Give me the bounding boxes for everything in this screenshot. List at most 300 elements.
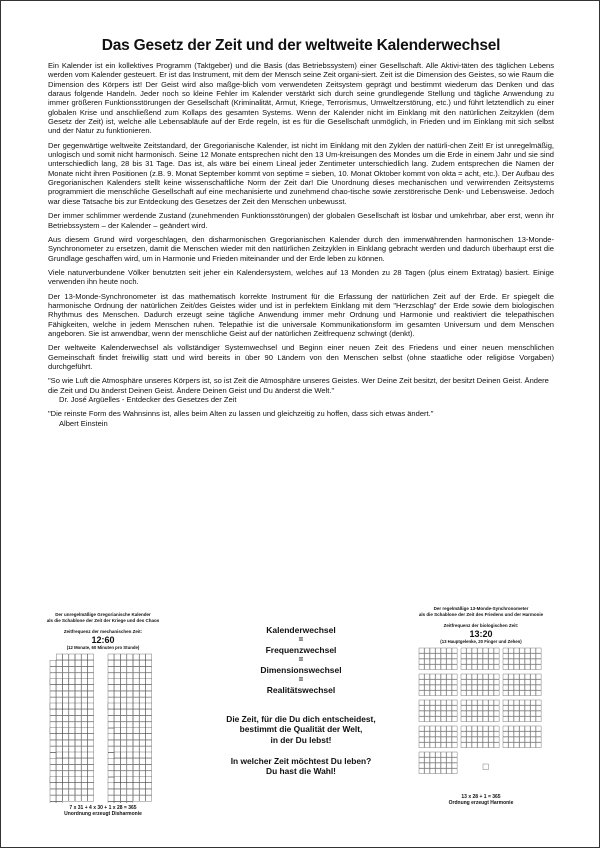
- page-title: Das Gesetz der Zeit und der weltweite Kalenderwechsel: [101, 37, 501, 54]
- day-cell: [447, 737, 452, 742]
- day-cell: [425, 659, 430, 664]
- day-cell: [536, 717, 541, 722]
- day-cell: [514, 732, 519, 737]
- day-cell: [50, 685, 56, 691]
- day-cell: [133, 758, 139, 764]
- moon-block: [461, 674, 499, 696]
- day-cell: [472, 659, 477, 664]
- day-cell: [425, 758, 430, 763]
- moon-block: [419, 726, 457, 748]
- day-cell: [127, 673, 133, 679]
- day-cell: [472, 732, 477, 737]
- day-cell: [436, 769, 441, 774]
- day-cell: [467, 743, 472, 748]
- day-cell: [108, 654, 114, 660]
- day-cell: [50, 746, 56, 752]
- day-cell: [75, 783, 81, 789]
- day-cell: [69, 777, 75, 783]
- day-cell: [75, 667, 81, 673]
- article-body: [48, 61, 554, 433]
- day-cell: [509, 706, 514, 711]
- day-cell: [472, 674, 477, 679]
- day-cell: [75, 777, 81, 783]
- day-cell: [430, 674, 435, 679]
- day-cell: [146, 654, 152, 660]
- day-cell: [56, 667, 62, 673]
- day-cell: [536, 726, 541, 731]
- day-cell: [525, 659, 530, 664]
- paragraph: Viele naturverbundene Völker benutzten seit jeher ein Kalendersystem, welches auf 13 Monden zu 28 Tagen (plus einem Extratag) basiert. Einige verwenden ihn heute noch.: [48, 267, 554, 287]
- day-cell: [50, 667, 56, 673]
- day-cell: [56, 660, 62, 666]
- day-cell: [536, 659, 541, 664]
- day-cell: [50, 679, 56, 685]
- day-cell: [447, 680, 452, 685]
- day-cell: [419, 717, 424, 722]
- day-cell: [503, 706, 508, 711]
- day-cell: [108, 758, 114, 764]
- day-cell: [525, 743, 530, 748]
- day-cell: [82, 660, 88, 666]
- day-cell: [531, 726, 536, 731]
- day-cell: [133, 777, 139, 783]
- day-cell: [69, 703, 75, 709]
- day-cell: [108, 771, 114, 777]
- day-cell: [133, 697, 139, 703]
- day-cell: [483, 700, 488, 705]
- day-cell: [447, 674, 452, 679]
- day-cell: [108, 716, 114, 722]
- day-cell: [114, 789, 120, 795]
- calendar-subtitle: als die Schablone der Zeit des Friedens und der Harmonie: [418, 611, 544, 617]
- day-cell: [503, 685, 508, 690]
- day-cell: [447, 648, 452, 653]
- day-cell: [489, 717, 494, 722]
- day-cell: [503, 654, 508, 659]
- day-cell: [494, 685, 499, 690]
- day-cell: [509, 691, 514, 696]
- day-cell: [430, 726, 435, 731]
- day-cell: [133, 752, 139, 758]
- day-cell: [133, 716, 139, 722]
- day-cell: [430, 717, 435, 722]
- day-cell: [146, 746, 152, 752]
- day-cell: [467, 717, 472, 722]
- day-cell: [494, 711, 499, 716]
- day-cell: [452, 700, 457, 705]
- day-cell: [140, 734, 146, 740]
- day-cell: [452, 717, 457, 722]
- day-cell: [483, 706, 488, 711]
- day-cell: [467, 685, 472, 690]
- moon-block: [503, 726, 541, 748]
- day-cell: [82, 765, 88, 771]
- day-cell: [472, 680, 477, 685]
- moon-block: [419, 752, 457, 774]
- day-cell: [483, 711, 488, 716]
- day-cell: [514, 743, 519, 748]
- day-cell: [69, 691, 75, 697]
- day-cell: [467, 732, 472, 737]
- day-cell: [108, 709, 114, 715]
- day-cell: [82, 746, 88, 752]
- day-cell: [75, 660, 81, 666]
- day-cell: [447, 717, 452, 722]
- day-cell: [140, 722, 146, 728]
- moon-block: [503, 700, 541, 722]
- day-cell: [121, 758, 127, 764]
- day-cell: [483, 654, 488, 659]
- day-cell: [536, 737, 541, 742]
- day-cell: [531, 654, 536, 659]
- day-cell: [419, 726, 424, 731]
- day-cell: [88, 789, 94, 795]
- day-cell: [146, 679, 152, 685]
- day-cell: [461, 700, 466, 705]
- day-cell: [140, 789, 146, 795]
- day-cell: [121, 795, 127, 801]
- frequency-label: Zeitfrequenz der mechanischen Zeit:: [63, 629, 143, 635]
- day-cell: [520, 717, 525, 722]
- day-cell: [69, 728, 75, 734]
- day-cell: [447, 758, 452, 763]
- day-cell: [50, 673, 56, 679]
- day-cell: [436, 665, 441, 670]
- day-cell: [133, 685, 139, 691]
- day-cell: [489, 706, 494, 711]
- day-cell: [108, 667, 114, 673]
- day-cell: [503, 665, 508, 670]
- day-cell: [140, 795, 146, 801]
- day-cell: [447, 685, 452, 690]
- day-cell: [447, 769, 452, 774]
- frequency-label: Zeitfrequenz der biologischen Zeit:: [443, 623, 519, 629]
- day-cell: [127, 697, 133, 703]
- day-cell: [114, 691, 120, 697]
- day-cell: [467, 706, 472, 711]
- day-cell: [472, 717, 477, 722]
- day-cell: [56, 752, 62, 758]
- day-cell: [436, 648, 441, 653]
- day-cell: [63, 758, 69, 764]
- calendar-formula: 13 x 28 + 1 = 365: [461, 794, 501, 800]
- day-cell: [82, 691, 88, 697]
- day-cell: [447, 743, 452, 748]
- thirteen-moon-grid: [417, 647, 545, 792]
- day-cell: [75, 716, 81, 722]
- day-cell: [88, 752, 94, 758]
- day-cell: [82, 679, 88, 685]
- day-cell: [425, 706, 430, 711]
- day-cell: [441, 680, 446, 685]
- day-cell: [133, 679, 139, 685]
- day-cell: [520, 654, 525, 659]
- day-cell: [503, 743, 508, 748]
- day-cell: [452, 648, 457, 653]
- quote-author: Dr. José Argüelles - Entdecker des Gesetzes der Zeit: [59, 395, 237, 404]
- day-cell: [436, 763, 441, 768]
- day-cell: [430, 648, 435, 653]
- day-cell: [436, 685, 441, 690]
- day-cell: [536, 732, 541, 737]
- day-cell: [509, 674, 514, 679]
- day-cell: [478, 700, 483, 705]
- day-cell: [430, 680, 435, 685]
- day-cell: [525, 685, 530, 690]
- day-cell: [425, 691, 430, 696]
- day-cell: [63, 722, 69, 728]
- calendar-subtitle: als die Schablone der Zeit der Kriege und des Chaos: [46, 617, 160, 623]
- day-cell: [114, 716, 120, 722]
- day-cell: [127, 685, 133, 691]
- day-cell: [447, 752, 452, 757]
- day-cell: [483, 691, 488, 696]
- day-cell: [436, 732, 441, 737]
- day-cell: [121, 654, 127, 660]
- day-cell: [503, 726, 508, 731]
- day-cell: [467, 711, 472, 716]
- day-cell: [69, 740, 75, 746]
- day-cell: [127, 679, 133, 685]
- question-line: In welcher Zeit möchtest Du leben?: [230, 755, 372, 766]
- day-cell: [108, 783, 114, 789]
- day-cell: [82, 752, 88, 758]
- day-cell: [472, 648, 477, 653]
- day-cell: [127, 716, 133, 722]
- day-cell: [50, 709, 56, 715]
- day-cell: [447, 700, 452, 705]
- day-cell: [121, 771, 127, 777]
- day-cell: [441, 659, 446, 664]
- day-cell: [75, 789, 81, 795]
- day-cell: [50, 795, 56, 801]
- day-cell: [56, 654, 62, 660]
- day-cell: [494, 700, 499, 705]
- day-cell: [140, 716, 146, 722]
- moon-block: [503, 674, 541, 696]
- day-cell: [419, 737, 424, 742]
- day-cell: [140, 654, 146, 660]
- day-cell: [114, 734, 120, 740]
- day-cell: [520, 680, 525, 685]
- moon-block: [419, 700, 457, 722]
- day-cell: [514, 659, 519, 664]
- message-line: in der Du lebst!: [270, 734, 332, 745]
- thirteen-moon-calendar-figure: [391, 606, 571, 806]
- day-cell: [69, 746, 75, 752]
- day-cell: [108, 728, 114, 734]
- day-cell: [425, 732, 430, 737]
- day-cell: [461, 691, 466, 696]
- day-cell: [525, 711, 530, 716]
- day-cell: [467, 665, 472, 670]
- day-cell: [121, 783, 127, 789]
- day-cell: [69, 765, 75, 771]
- day-cell: [520, 691, 525, 696]
- day-cell: [461, 680, 466, 685]
- day-cell: [140, 728, 146, 734]
- day-cell: [419, 758, 424, 763]
- day-cell: [121, 728, 127, 734]
- day-cell: [452, 769, 457, 774]
- day-cell: [127, 667, 133, 673]
- day-cell: [114, 660, 120, 666]
- day-cell: [133, 654, 139, 660]
- day-cell: [494, 726, 499, 731]
- day-cell: [430, 691, 435, 696]
- day-cell: [88, 679, 94, 685]
- day-cell: [127, 709, 133, 715]
- day-cell: [425, 752, 430, 757]
- day-cell: [447, 665, 452, 670]
- day-cell: [56, 795, 62, 801]
- day-cell: [509, 743, 514, 748]
- day-cell: [520, 674, 525, 679]
- day-cell: [133, 746, 139, 752]
- day-cell: [478, 691, 483, 696]
- day-cell: [536, 691, 541, 696]
- day-cell: [489, 691, 494, 696]
- day-cell: [419, 763, 424, 768]
- day-cell: [494, 717, 499, 722]
- day-cell: [146, 685, 152, 691]
- day-cell: [452, 752, 457, 757]
- day-cell: [108, 697, 114, 703]
- gregorian-calendar-figure: [23, 612, 183, 817]
- day-cell: [478, 665, 483, 670]
- day-cell: [467, 674, 472, 679]
- day-cell: [63, 716, 69, 722]
- day-cell: [436, 737, 441, 742]
- calendar-caption: Unordnung erzeugt Disharmonie: [64, 811, 142, 818]
- day-cell: [63, 777, 69, 783]
- day-cell: [69, 654, 75, 660]
- day-cell: [146, 673, 152, 679]
- day-cell: [133, 789, 139, 795]
- day-cell: [133, 667, 139, 673]
- day-cell: [146, 734, 152, 740]
- day-cell: [425, 674, 430, 679]
- message-line: bestimmt die Qualität der Welt,: [239, 724, 363, 735]
- day-cell: [483, 648, 488, 653]
- keyword: Kalenderwechsel: [266, 625, 336, 635]
- day-cell: [447, 763, 452, 768]
- day-cell: [531, 700, 536, 705]
- day-cell: [419, 700, 424, 705]
- day-cell: [114, 673, 120, 679]
- day-cell: [82, 728, 88, 734]
- day-cell: [69, 716, 75, 722]
- day-cell: [461, 654, 466, 659]
- day-cell: [531, 674, 536, 679]
- day-cell: [88, 765, 94, 771]
- day-cell: [430, 706, 435, 711]
- day-cell: [140, 777, 146, 783]
- day-cell: [461, 737, 466, 742]
- quote-author: Albert Einstein: [59, 418, 108, 428]
- day-cell: [483, 674, 488, 679]
- day-cell: [430, 752, 435, 757]
- day-cell: [531, 732, 536, 737]
- day-cell: [525, 674, 530, 679]
- day-cell: [133, 709, 139, 715]
- day-cell: [133, 703, 139, 709]
- day-cell: [133, 673, 139, 679]
- day-cell: [467, 737, 472, 742]
- moon-block: [461, 726, 499, 748]
- day-cell: [436, 726, 441, 731]
- day-cell: [75, 765, 81, 771]
- day-cell: [121, 802, 127, 803]
- day-cell: [525, 654, 530, 659]
- day-cell: [478, 743, 483, 748]
- day-cell: [452, 659, 457, 664]
- day-cell: [430, 737, 435, 742]
- day-cell: [494, 732, 499, 737]
- day-cell: [75, 691, 81, 697]
- day-cell: [425, 685, 430, 690]
- day-cell: [509, 726, 514, 731]
- day-cell: [419, 654, 424, 659]
- day-cell: [489, 737, 494, 742]
- day-cell: [430, 758, 435, 763]
- day-cell: [436, 752, 441, 757]
- day-cell: [50, 758, 56, 764]
- day-cell: [509, 680, 514, 685]
- day-cell: [127, 740, 133, 746]
- equals-sign: =: [298, 675, 304, 684]
- day-cell: [82, 654, 88, 660]
- day-cell: [146, 697, 152, 703]
- day-cell: [441, 685, 446, 690]
- day-cell: [430, 665, 435, 670]
- day-cell: [121, 685, 127, 691]
- day-cell: [127, 777, 133, 783]
- day-cell: [121, 746, 127, 752]
- day-cell: [425, 769, 430, 774]
- day-cell: [56, 734, 62, 740]
- day-cell: [114, 783, 120, 789]
- calendar-title: Der unregelmäßige Gregorianische Kalender: [55, 612, 151, 617]
- day-cell: [127, 746, 133, 752]
- day-cell: [447, 691, 452, 696]
- day-cell: [108, 673, 114, 679]
- day-cell: [114, 765, 120, 771]
- quote-arguelles: [48, 376, 554, 404]
- day-cell: [441, 758, 446, 763]
- message-line: Die Zeit, für die Du dich entscheidest,: [226, 714, 376, 724]
- day-cell: [63, 667, 69, 673]
- keyword: Realitätswechsel: [266, 685, 336, 695]
- day-cell: [467, 700, 472, 705]
- day-cell: [430, 732, 435, 737]
- day-cell: [69, 783, 75, 789]
- gregorian-month-grid: [48, 653, 158, 803]
- day-cell: [127, 789, 133, 795]
- day-cell: [127, 734, 133, 740]
- day-cell: [503, 737, 508, 742]
- day-cell: [441, 654, 446, 659]
- day-cell: [461, 659, 466, 664]
- day-cell: [536, 711, 541, 716]
- day-cell: [146, 783, 152, 789]
- day-cell: [494, 737, 499, 742]
- day-cell: [441, 674, 446, 679]
- day-cell: [82, 716, 88, 722]
- day-cell: [108, 703, 114, 709]
- day-cell: [531, 743, 536, 748]
- day-cell: [514, 711, 519, 716]
